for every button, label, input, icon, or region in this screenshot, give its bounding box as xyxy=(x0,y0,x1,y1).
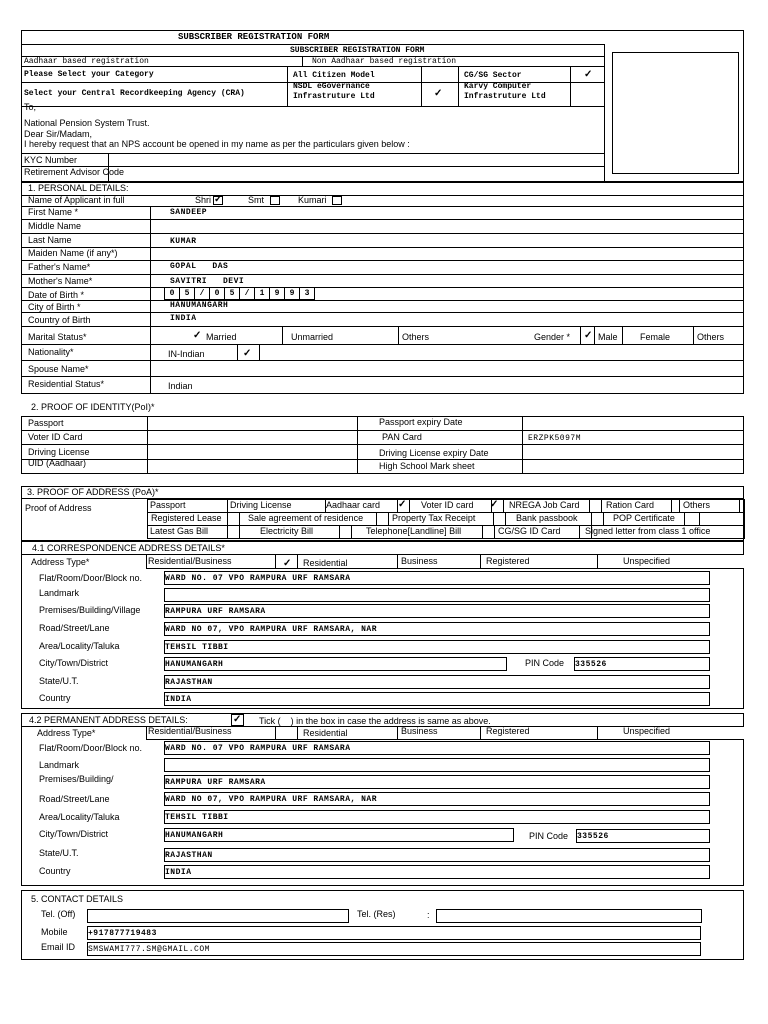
poa-cell xyxy=(684,512,700,526)
gender-label: Gender * xyxy=(534,332,571,342)
perm-premises-field[interactable]: RAMPURA URF RAMSARA xyxy=(164,775,710,789)
perm-state-field[interactable]: RAJASTHAN xyxy=(164,848,710,862)
dob-cell[interactable]: 1 xyxy=(254,287,270,300)
married-tick: ✓ xyxy=(193,330,202,341)
perm-type-registered[interactable]: Registered xyxy=(486,726,530,736)
poa-option-label[interactable]: Telephone[Landline] Bill xyxy=(366,526,462,536)
corr-type-residential[interactable]: Residential xyxy=(303,558,348,568)
tel-res-field[interactable] xyxy=(436,909,702,923)
poa-tick: ✓ xyxy=(490,499,499,510)
dob-label: Date of Birth * xyxy=(28,290,85,300)
poi-school: High School Mark sheet xyxy=(379,461,475,471)
cra-label: Select your Central Recordkeeping Agency (CRA) xyxy=(24,89,245,98)
mobile-field[interactable]: +917877719483 xyxy=(87,926,701,940)
nationality-tick: ✓ xyxy=(243,348,252,359)
tel-off-label: Tel. (Off) xyxy=(41,909,76,919)
last-name-label: Last Name xyxy=(28,235,72,245)
perm-landmark-label: Landmark xyxy=(39,760,80,770)
title-kumari[interactable]: Kumari xyxy=(298,195,327,205)
perm-city-field[interactable]: HANUMANGARH xyxy=(164,828,514,842)
corr-premises-label: Premises/Building/Village xyxy=(39,605,141,615)
poa-heading: 3. PROOF OF ADDRESS (PoA)* xyxy=(27,487,159,497)
gender-female[interactable]: Female xyxy=(640,332,671,342)
residential-status-value[interactable]: Indian xyxy=(168,381,193,391)
perm-road-field[interactable]: WARD NO 07, VPO RAMPURA URF RAMSARA, NAR xyxy=(164,792,710,806)
poi-pan-value[interactable]: ERZPK5097M xyxy=(528,434,582,443)
perm-area-label: Area/Locality/Taluka xyxy=(39,812,120,822)
mother-name-value[interactable]: SAVITRI DEVI xyxy=(170,277,245,286)
intro-to: To, xyxy=(24,102,37,112)
cra-nsdl-tick: ✓ xyxy=(434,88,443,99)
title-shri-tick: ✓ xyxy=(214,194,223,205)
corr-area-label: Area/Locality/Taluka xyxy=(39,641,120,651)
kyc-label: KYC Number xyxy=(24,155,78,165)
poa-option-label[interactable]: Bank passbook xyxy=(516,513,578,523)
poi-passport: Passport xyxy=(28,418,64,428)
dob-cell[interactable]: 0 xyxy=(164,287,180,300)
residential-status-label: Residential Status* xyxy=(28,379,105,389)
mobile-label: Mobile xyxy=(41,927,68,937)
dob-cell[interactable]: 9 xyxy=(284,287,300,300)
nationality-value[interactable]: IN-Indian xyxy=(168,349,205,359)
poi-voter: Voter ID Card xyxy=(28,432,83,442)
category-label: Please Select your Category xyxy=(24,70,154,79)
cra-karvy[interactable]: Karvy Computer Infrastruture Ltd xyxy=(464,82,546,101)
personal-heading: 1. PERSONAL DETAILS: xyxy=(28,183,129,193)
perm-type-residential[interactable]: Residential xyxy=(303,728,348,738)
dob-cell[interactable]: / xyxy=(239,287,255,300)
poi-uid: UID (Aadhaar) xyxy=(28,458,87,468)
father-name-label: Father's Name* xyxy=(28,262,91,272)
name-full-label: Name of Applicant in full xyxy=(28,195,125,205)
perm-country-field[interactable]: INDIA xyxy=(164,865,710,879)
personal-details-section xyxy=(21,182,744,394)
poa-option-label[interactable]: Property Tax Receipt xyxy=(392,513,476,523)
perm-state-label: State/U.T. xyxy=(39,848,79,858)
perm-same-note: Tick ( ) in the box in case the address is same as above. xyxy=(259,716,491,726)
perm-road-label: Road/Street/Lane xyxy=(39,794,110,804)
poa-option-label[interactable]: Aadhaar card xyxy=(326,500,381,510)
corr-flat-label: Flat/Room/Door/Block no. xyxy=(39,573,143,583)
dob-cell[interactable]: 5 xyxy=(179,287,195,300)
perm-type-label: Address Type* xyxy=(37,728,96,738)
perm-pin-field[interactable]: 335526 xyxy=(576,829,710,843)
corr-type-label: Address Type* xyxy=(31,557,90,567)
perm-country-label: Country xyxy=(39,866,71,876)
intro-addressee: National Pension System Trust. xyxy=(24,118,150,128)
marital-married[interactable]: Married xyxy=(206,332,237,342)
poi-passport-expiry: Passport expiry Date xyxy=(379,417,463,427)
contact-heading: 5. CONTACT DETAILS xyxy=(31,894,124,904)
corr-type-resbus[interactable]: Residential/Business xyxy=(148,556,232,566)
perm-city-label: City/Town/District xyxy=(39,829,109,839)
form-subtitle: SUBSCRIBER REGISTRATION FORM xyxy=(290,46,425,55)
corr-landmark-label: Landmark xyxy=(39,588,80,598)
ra-code-label: Retirement Advisor Code xyxy=(24,167,125,177)
dob-cell[interactable]: / xyxy=(194,287,210,300)
corr-pin-label: PIN Code xyxy=(525,658,565,668)
corr-type-registered[interactable]: Registered xyxy=(486,556,530,566)
mother-name-label: Mother's Name* xyxy=(28,276,93,286)
poa-option-label[interactable]: NREGA Job Card xyxy=(509,500,580,510)
gender-male[interactable]: Male xyxy=(598,332,618,342)
middle-name-label: Middle Name xyxy=(28,221,82,231)
corr-heading: 4.1 CORRESPONDENCE ADDRESS DETAILS* xyxy=(32,543,225,553)
corr-city-field[interactable]: HANUMANGARH xyxy=(164,657,507,671)
marital-label: Marital Status* xyxy=(28,332,87,342)
dob-cell[interactable]: 9 xyxy=(269,287,285,300)
tel-res-colon: : xyxy=(427,910,430,920)
poa-option-label[interactable]: Sale agreement of residence xyxy=(248,513,364,523)
poa-option-label[interactable]: Voter ID card xyxy=(421,500,474,510)
corr-state-field[interactable]: RAJASTHAN xyxy=(164,675,710,689)
corr-city-label: City/Town/District xyxy=(39,658,109,668)
form-title: SUBSCRIBER REGISTRATION FORM xyxy=(178,32,330,42)
corr-premises-field[interactable]: RAMPURA URF RAMSARA xyxy=(164,604,710,618)
corr-flat-field[interactable]: WARD NO. 07 VPO RAMPURA URF RAMSARA xyxy=(164,571,710,585)
city-birth-label: City of Birth * xyxy=(28,302,81,312)
perm-same-tick: ✓ xyxy=(233,714,242,725)
poa-option-label[interactable]: Others xyxy=(683,500,711,510)
corr-pin-field[interactable]: 335526 xyxy=(574,657,710,671)
poa-option-label[interactable]: Passport xyxy=(150,500,186,510)
country-birth-value[interactable]: INDIA xyxy=(170,314,197,323)
corr-landmark-field[interactable] xyxy=(164,588,710,602)
marital-unmarried[interactable]: Unmarried xyxy=(291,332,334,342)
poa-cell xyxy=(699,512,745,526)
perm-flat-label: Flat/Room/Door/Block no. xyxy=(39,743,143,753)
intro-request: I hereby request that an NPS account be opened in my name as per the particulars given below : xyxy=(24,139,410,149)
poa-option-label[interactable]: Driving License xyxy=(230,500,292,510)
cra-nsdl[interactable]: NSDL eGovernance Infrastruture Ltd xyxy=(293,82,375,101)
poi-dl-expiry: Driving License expiry Date xyxy=(379,448,489,458)
perm-type-unspecified[interactable]: Unspecified xyxy=(623,726,671,736)
non-aadhaar-based-option[interactable]: Non Aadhaar based registration xyxy=(312,57,457,66)
male-tick: ✓ xyxy=(584,330,593,341)
marital-others[interactable]: Others xyxy=(402,332,430,342)
poi-pan: PAN Card xyxy=(382,432,422,442)
tel-off-field[interactable] xyxy=(87,909,349,923)
title-smt[interactable]: Smt xyxy=(248,195,265,205)
poa-option-label[interactable]: Electricity Bill xyxy=(260,526,314,536)
corr-country-field[interactable]: INDIA xyxy=(164,692,710,706)
last-name-value[interactable]: KUMAR xyxy=(170,237,197,246)
city-birth-value[interactable]: HANUMANGARH xyxy=(170,301,229,310)
poi-heading: 2. PROOF OF IDENTITY(PoI)* xyxy=(31,402,155,412)
poa-option-label[interactable]: CG/SG ID Card xyxy=(498,526,561,536)
poa-option-label[interactable]: Registered Lease xyxy=(151,513,222,523)
dob-cell[interactable]: 0 xyxy=(209,287,225,300)
poa-tick: ✓ xyxy=(398,499,407,510)
corr-road-field[interactable]: WARD NO 07, VPO RAMPURA URF RAMSARA, NAR xyxy=(164,622,710,636)
country-birth-label: Country of Birth xyxy=(28,315,91,325)
first-name-label: First Name * xyxy=(28,207,79,217)
first-name-value[interactable]: SANDEEP xyxy=(170,208,208,217)
category-all-citizen[interactable]: All Citizen Model xyxy=(293,71,375,80)
photo-box xyxy=(612,52,739,174)
perm-pin-label: PIN Code xyxy=(529,831,569,841)
dob-cell[interactable]: 3 xyxy=(299,287,315,300)
poa-option-label[interactable]: Signed letter from class 1 office xyxy=(585,526,711,536)
maiden-name-label: Maiden Name (if any*) xyxy=(28,248,118,258)
father-name-value[interactable]: GOPAL DAS xyxy=(170,262,229,271)
poa-cell xyxy=(739,499,745,513)
aadhaar-based-option[interactable]: Aadhaar based registration xyxy=(24,57,149,66)
intro-salutation: Dear Sir/Madam, xyxy=(24,129,93,139)
perm-flat-field[interactable]: WARD NO. 07 VPO RAMPURA URF RAMSARA xyxy=(164,741,710,755)
dob-cell[interactable]: 5 xyxy=(224,287,240,300)
poa-label: Proof of Address xyxy=(25,503,92,513)
corr-country-label: Country xyxy=(39,693,71,703)
email-field[interactable]: SMSWAMI777.SM@GMAIL.COM xyxy=(87,942,701,956)
category-cgsg[interactable]: CG/SG Sector xyxy=(464,71,522,80)
perm-premises-label: Premises/Building/ xyxy=(39,774,114,784)
perm-type-resbus[interactable]: Residential/Business xyxy=(148,726,232,736)
corr-area-field[interactable]: TEHSIL TIBBI xyxy=(164,640,710,654)
corr-road-label: Road/Street/Lane xyxy=(39,623,110,633)
poa-option-label[interactable]: Latest Gas Bill xyxy=(150,526,209,536)
tel-res-label: Tel. (Res) xyxy=(357,909,396,919)
poa-option-label[interactable]: POP Certificate xyxy=(613,513,675,523)
perm-type-business[interactable]: Business xyxy=(401,726,438,736)
corr-type-tick: ✓ xyxy=(283,558,292,569)
title-shri[interactable]: Shri xyxy=(195,195,212,205)
poi-dl: Driving License xyxy=(28,447,90,457)
nationality-label: Nationality* xyxy=(28,347,74,357)
category-cgsg-tick: ✓ xyxy=(584,69,593,80)
email-label: Email ID xyxy=(41,942,76,952)
perm-landmark-field[interactable] xyxy=(164,758,710,772)
corr-type-unspecified[interactable]: Unspecified xyxy=(623,556,671,566)
corr-state-label: State/U.T. xyxy=(39,676,79,686)
spouse-label: Spouse Name* xyxy=(28,364,89,374)
gender-others[interactable]: Others xyxy=(697,332,725,342)
perm-area-field[interactable]: TEHSIL TIBBI xyxy=(164,810,710,824)
perm-heading: 4.2 PERMANENT ADDRESS DETAILS: xyxy=(29,715,188,725)
poa-option-label[interactable]: Ration Card xyxy=(606,500,655,510)
corr-type-business[interactable]: Business xyxy=(401,556,438,566)
